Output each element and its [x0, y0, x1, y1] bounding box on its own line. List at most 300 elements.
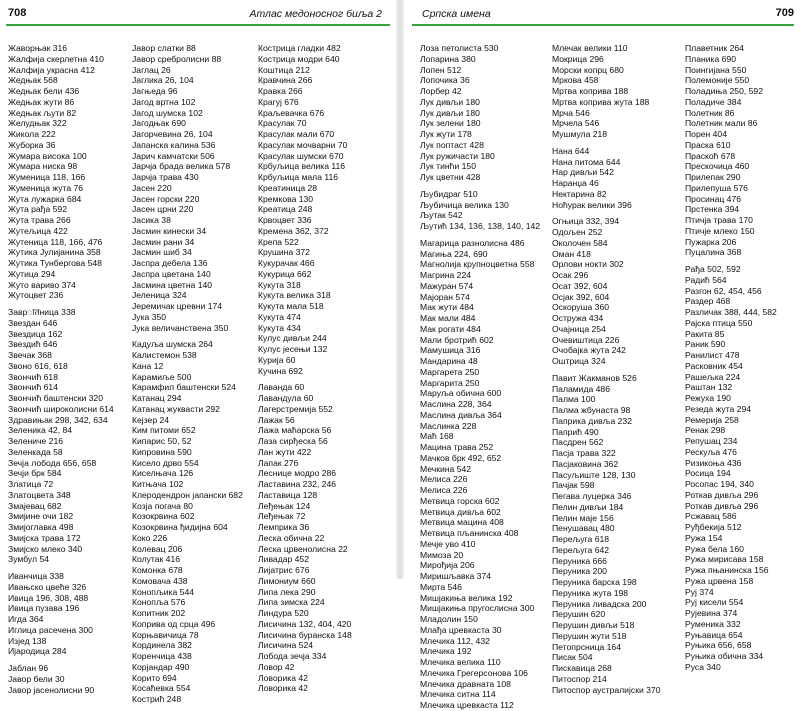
index-entry: Лимониум 660: [258, 575, 316, 586]
index-entry: Јарчја брада велика 578: [132, 161, 231, 172]
index-entry: Змијска трава 172: [8, 532, 81, 543]
index-entry: Змијско млеко 340: [8, 543, 83, 554]
index-entry: Нар дивљи 542: [552, 167, 614, 178]
index-column-4: [420, 43, 540, 711]
index-entry: Млечак велики 110: [552, 43, 628, 53]
index-entry: Звончић 614: [8, 382, 58, 393]
index-entry: Јаспра цветана 140: [132, 268, 211, 279]
index-entry: Кострица модри 640: [258, 53, 340, 64]
index-entry: Зелениче 216: [8, 436, 64, 446]
index-entry: Магарица разнолисна 486: [420, 237, 525, 248]
index-entry: Калистемон 538: [132, 350, 197, 360]
index-column-2: [132, 43, 243, 705]
index-entry: Руј 374: [685, 586, 714, 597]
index-entry: Лук зелени 180: [420, 118, 481, 129]
index-entry: Ловор 42: [258, 661, 295, 672]
index-entry: Просинац 476: [685, 193, 742, 204]
index-entry: Прилепуша 576: [685, 182, 748, 193]
index-entry: Лаза сирђеска 56: [258, 436, 328, 446]
index-entry: Репушац 234: [685, 436, 738, 446]
index-entry: Коприва од срца 496: [132, 618, 216, 629]
index-entry: Лорбер 42: [420, 86, 462, 96]
index-entry: Леђењак 72: [258, 511, 306, 522]
index-entry: Оман 418: [552, 248, 591, 259]
index-entry: Павит Жакманов 526: [552, 372, 637, 383]
index-entry: Лисичина 132, 404, 420: [258, 618, 352, 629]
index-entry: Руњика 656, 658: [685, 640, 752, 651]
index-entry: Млечика цревкаста 112: [420, 700, 514, 710]
index-entry: Остружа 434: [552, 313, 604, 323]
index-entry: Лук ружичасти 180: [420, 150, 495, 161]
index-entry: Ризикоња 436: [685, 457, 742, 468]
index-entry: Порен 404: [685, 129, 727, 139]
index-entry: Лисичина буранска 148: [258, 629, 352, 640]
index-entry: Росица 194: [685, 468, 731, 479]
index-entry: Крагуј 676: [258, 96, 299, 107]
index-entry: Режуха 190: [685, 393, 731, 403]
index-entry: Катанац 294: [132, 393, 182, 403]
index-entry: Коко 226: [132, 532, 168, 543]
index-entry: Љутић 134, 136, 138, 140, 142: [420, 221, 541, 231]
index-entry: Млечика дравната 108: [420, 678, 511, 689]
index-entry: Метвица мацина 408: [420, 517, 504, 528]
index-entry: Јагодњак 690: [132, 118, 186, 129]
index-entry: Питоспор 214: [552, 673, 607, 684]
index-entry: Корњавичица 78: [132, 629, 199, 640]
index-column-5: [552, 43, 660, 695]
index-entry: Пасјаковина 362: [552, 458, 619, 469]
index-entry: Млечика ситна 114: [420, 689, 496, 700]
index-entry: Руса 340: [685, 661, 721, 672]
index-entry: Кејзер 24: [132, 414, 170, 425]
index-entry: Метвица пљанинска 408: [420, 528, 519, 538]
index-entry: Лапак 276: [258, 457, 299, 468]
index-entry: Звончић широколисни 614: [8, 403, 114, 414]
index-entry: Писак 504: [552, 652, 593, 663]
index-entry: Желудњак 322: [8, 118, 67, 129]
index-entry: Одољен 252: [552, 227, 603, 237]
index-entry: Јасен црни 220: [132, 204, 194, 215]
index-entry: Јавор сребролисни 88: [132, 53, 222, 64]
index-entry: Руменика 332: [685, 618, 741, 629]
index-entry: Паприка дивља 232: [552, 415, 632, 426]
index-entry: Жумара висока 100: [8, 150, 87, 161]
index-entry: Иванчица 338: [8, 571, 64, 581]
index-entry: Кулус дивљи 244: [258, 333, 327, 344]
index-entry: Иглица расечена 300: [8, 624, 93, 635]
index-entry: Кана 12: [132, 360, 164, 371]
index-entry: Мртва коприва жута 188: [552, 96, 650, 107]
index-entry: Звездић 646: [8, 339, 58, 350]
index-entry: Јаблан 96: [8, 663, 49, 673]
index-entry: Лажа маћарска 56: [258, 425, 332, 436]
index-entry: Мак мали 484: [420, 313, 476, 323]
index-entry: Изјед 138: [8, 635, 47, 646]
index-entry: Крбуљица велика 116: [258, 161, 346, 172]
index-entry: Коренчица 438: [132, 651, 192, 661]
index-entry: Осак 296: [552, 270, 589, 280]
index-entry: Птичја трава 170: [685, 215, 753, 225]
index-entry: Клеродендрон јапански 682: [132, 489, 243, 500]
index-entry: Звончић баштенски 320: [8, 393, 103, 403]
index-entry: Лијатрис 676: [258, 565, 310, 575]
index-entry: Жуменица жута 76: [8, 182, 84, 193]
index-entry: Радић 564: [685, 274, 727, 285]
index-entry: Пасдрен 562: [552, 437, 604, 448]
index-entry: Ијародица 284: [8, 646, 67, 657]
index-entry: Мрча 546: [552, 107, 590, 118]
index-entry: Мишјакиња пругослисна 300: [420, 603, 535, 614]
index-entry: Маргарита 250: [420, 377, 480, 388]
index-entry: Мрчела 546: [552, 118, 600, 129]
index-entry: Јеленица 324: [132, 290, 187, 301]
index-entry: Лагерстремија 552: [258, 403, 333, 414]
index-entry: Звечак 368: [8, 350, 52, 360]
index-column-1: [8, 43, 114, 695]
index-entry: Лан жути 422: [258, 446, 312, 457]
left-page-number: 708: [8, 7, 27, 19]
index-entry: Питоспор аустралијски 370: [552, 684, 661, 695]
index-entry: Красулак мали 670: [258, 129, 335, 139]
index-entry: Линдура 520: [258, 608, 309, 618]
index-entry: Рашељка 224: [685, 371, 741, 382]
index-entry: Комовача 438: [132, 575, 188, 586]
index-entry: Лук поптаст 428: [420, 139, 484, 150]
index-entry: Лемприка 36: [258, 522, 310, 532]
index-entry: Жедњак жути 86: [8, 96, 75, 107]
index-entry: Јеремичак цревни 174: [132, 301, 223, 311]
index-entry: Лук цветни 428: [420, 172, 481, 182]
index-entry: Колутак 416: [132, 554, 181, 565]
index-entry: Љубичица велика 130: [420, 199, 509, 210]
index-entry: Жуто вариво 374: [8, 279, 76, 290]
index-entry: Јасмин шиб 34: [132, 247, 192, 258]
index-entry: Перуника 666: [552, 555, 607, 566]
index-entry: Очајница 254: [552, 323, 606, 334]
index-entry: Лоза петолиста 530: [420, 43, 499, 53]
index-entry: Очобајка жута 242: [552, 345, 626, 356]
index-entry: Осат 392, 604: [552, 280, 608, 291]
index-entry: Кадуља шумска 264: [132, 339, 213, 350]
index-entry: Звездан 646: [8, 317, 58, 328]
index-entry: Роткав дивља 296: [685, 489, 759, 500]
index-entry: Леска обична 22: [258, 532, 325, 543]
index-entry: Кулус јесењи 132: [258, 344, 328, 354]
index-entry: Ружа пњанинска 156: [685, 565, 769, 575]
index-entry: Прескочица 460: [685, 161, 750, 172]
index-entry: Мечје уво 410: [420, 538, 476, 549]
index-entry: Љубидраг 510: [420, 188, 478, 199]
index-entry: Ракита 85: [685, 328, 725, 339]
index-entry: Рујевина 374: [685, 608, 738, 618]
index-entry: Папрић 490: [552, 426, 599, 437]
index-entry: Коштица 212: [258, 64, 310, 75]
index-entry: Рајска птица 550: [685, 317, 753, 328]
index-entry: Паламида 486: [552, 383, 610, 394]
index-entry: Жута рађа 592: [8, 204, 67, 215]
index-entry: Комонка 678: [132, 565, 183, 575]
index-entry: Мртва коприва 188: [552, 86, 629, 96]
index-entry: Млађа цревкаста 30: [420, 624, 502, 635]
index-entry: Наранџа 46: [552, 178, 599, 188]
index-entry: Зеленкада 58: [8, 446, 63, 457]
index-entry: Перуника жута 198: [552, 587, 629, 598]
index-entry: Оштрица 324: [552, 356, 606, 366]
index-entry: Мак жути 484: [420, 302, 474, 313]
index-entry: Мандарина 48: [420, 356, 478, 366]
index-entry: Лук дивљи 180: [420, 107, 480, 118]
index-entry: Жикола 222: [8, 129, 56, 139]
index-entry: Жедњак бели 436: [8, 86, 80, 96]
index-entry: Мирођија 206: [420, 560, 475, 571]
index-entry: Нана питома 644: [552, 156, 621, 167]
index-entry: Мали бротрић 602: [420, 334, 494, 345]
index-entry: Карамфил баштенски 524: [132, 382, 236, 393]
index-entry: Ремерија 258: [685, 414, 739, 425]
index-entry: Мелиса 226: [420, 474, 468, 485]
index-entry: Конопља 576: [132, 597, 186, 608]
index-entry: Игда 364: [8, 614, 44, 624]
index-entry: Јавор бели 30: [8, 673, 65, 684]
index-entry: Ким питоми 652: [132, 425, 196, 436]
index-entry: Карамиље 500: [132, 371, 192, 382]
index-entry: Палма жбунаста 98: [552, 405, 631, 415]
index-entry: Жутеница 118, 166, 476: [8, 236, 103, 247]
index-entry: Оскоруша 360: [552, 302, 609, 313]
index-entry: Лопарина 380: [420, 53, 476, 64]
index-entry: Ноћурак велики 396: [552, 199, 632, 210]
index-entry: Јагорчевина 26, 104: [132, 129, 213, 139]
index-entry: Жедњак љути 82: [8, 107, 77, 118]
index-entry: Метвица горска 602: [420, 495, 500, 506]
index-entry: Козокрвина 602: [132, 511, 195, 522]
index-entry: Крвоцвет 336: [258, 215, 312, 225]
index-entry: Мајоран 574: [420, 291, 470, 302]
index-entry: Жутика Тунбергова 548: [8, 258, 102, 268]
index-entry: Мокрица 296: [552, 53, 604, 64]
index-entry: Полемоније 550: [685, 75, 750, 86]
index-entry: Руђбекија 512: [685, 522, 742, 532]
index-entry: Киселњача 126: [132, 468, 194, 479]
index-entry: Красулак 70: [258, 118, 307, 129]
index-entry: Креатиница 28: [258, 182, 318, 193]
index-entry: Роткав дивља 296: [685, 500, 759, 511]
index-entry: Зеленика 42, 84: [8, 425, 73, 436]
index-entry: Огњица 332, 394: [552, 216, 620, 227]
index-entry: Змајевац 682: [8, 500, 62, 511]
index-entry: Китњача 102: [132, 479, 184, 489]
index-entry: Жалфија украсна 412: [8, 64, 95, 75]
index-entry: Лопен 512: [420, 64, 462, 75]
index-entry: Креатица 248: [258, 204, 313, 215]
index-entry: Кукута 318: [258, 279, 301, 290]
index-entry: Лук дивљи 180: [420, 96, 480, 107]
index-entry: Јагод шумска 102: [132, 107, 203, 118]
index-entry: Перуника 200: [552, 566, 607, 577]
index-entry: Леснице модро 286: [258, 468, 337, 479]
index-entry: Кукута мала 518: [258, 301, 324, 311]
index-entry: Маћ 168: [420, 431, 454, 442]
index-entry: Ивица пузава 196: [8, 603, 80, 614]
left-header-rule: [6, 24, 390, 26]
index-entry: Птичје млеко 150: [685, 225, 755, 236]
index-entry: Маслинка 228: [420, 420, 477, 431]
index-entry: Руњика обична 334: [685, 651, 764, 661]
index-entry: Перушин 620: [552, 609, 606, 620]
index-entry: Очевиштица 226: [552, 334, 620, 345]
index-entry: Жалфија скерлетна 410: [8, 53, 104, 64]
index-entry: Кукута велика 318: [258, 290, 331, 301]
index-entry: Миришљавка 374: [420, 571, 492, 581]
index-entry: Кукурачак 466: [258, 258, 315, 268]
index-entry: Мацина трава 252: [420, 442, 494, 452]
left-running-head: Атлас медоносног биља 2: [249, 8, 382, 20]
index-entry: Ружа 154: [685, 532, 723, 543]
index-entry: Змијине очи 182: [8, 511, 74, 522]
index-entry: Разгон 62, 454, 456: [685, 285, 762, 296]
index-entry: Мишјакиња велика 192: [420, 592, 513, 603]
index-entry: Нектарина 82: [552, 188, 607, 199]
index-entry: Кукурица 662: [258, 268, 312, 279]
index-entry: Ружа црвена 158: [685, 575, 754, 586]
index-entry: Мелиса 226: [420, 485, 468, 495]
index-entry: Ластавина 232, 246: [258, 479, 337, 489]
index-entry: Руњавица 654: [685, 629, 743, 640]
index-entry: Осјак 392, 604: [552, 291, 610, 302]
index-entry: Рескуља 476: [685, 446, 737, 457]
index-entry: Ивица 196, 308, 488: [8, 592, 89, 603]
index-entry: Магнолија крупноцветна 558: [420, 259, 535, 270]
index-entry: Јагод вртна 102: [132, 96, 196, 107]
index-entry: Змијоглавка 498: [8, 522, 74, 532]
index-entry: Ранилист 478: [685, 350, 740, 360]
index-entry: Заврातница 338: [8, 307, 76, 317]
index-entry: Јасмина цветна 140: [132, 279, 213, 290]
index-entry: Конопљика 544: [132, 586, 195, 597]
index-entry: Магрина 224: [420, 270, 472, 280]
index-entry: Јасен горски 220: [132, 193, 200, 204]
index-entry: Пискавица 268: [552, 663, 612, 673]
index-entry: Јасмин кинески 34: [132, 225, 207, 236]
index-entry: Јука 350: [132, 311, 167, 322]
index-entry: Расковник 454: [685, 360, 743, 371]
index-entry: Праска 610: [685, 139, 731, 150]
index-entry: Јасмин рани 34: [132, 236, 195, 247]
index-entry: Кравка 266: [258, 86, 303, 96]
index-entry: Раник 590: [685, 339, 726, 350]
index-entry: Млечика 192: [420, 646, 472, 657]
index-entry: Мимоза 20: [420, 549, 464, 560]
index-entry: Леска црвенолисна 22: [258, 543, 348, 554]
index-entry: Млечика 112, 432: [420, 635, 490, 646]
index-entry: Перељуга 618: [552, 534, 610, 544]
index-entry: Жаворњак 316: [8, 43, 68, 53]
index-entry: Златица 72: [8, 479, 54, 489]
index-entry: Морски копрц 680: [552, 64, 624, 75]
index-entry: Плаветник 264: [685, 43, 744, 53]
index-entry: Мачков брк 492, 652: [420, 452, 502, 463]
index-entry: Праскоћ 678: [685, 150, 736, 161]
index-entry: Пелин маје 156: [552, 512, 614, 523]
index-entry: Јука величанствена 350: [132, 322, 229, 333]
index-entry: Жутица 294: [8, 268, 56, 279]
index-entry: Ловорика 42: [258, 672, 308, 683]
index-entry: Мркова 458: [552, 75, 599, 86]
index-entry: Перушин дивљи 518: [552, 620, 635, 630]
index-entry: Маргарета 250: [420, 366, 480, 377]
index-entry: Поладиче 384: [685, 96, 742, 107]
index-entry: Младолин 150: [420, 614, 478, 624]
index-entry: Крбуљица мала 116: [258, 172, 339, 182]
index-entry: Жумара ниска 98: [8, 161, 78, 172]
index-entry: Перуника барска 198: [552, 577, 637, 587]
index-entry: Кравчина 266: [258, 75, 313, 86]
index-entry: Маруља обична 600: [420, 388, 502, 399]
index-entry: Околочен 584: [552, 237, 608, 248]
index-entry: Јарчја трава 430: [132, 172, 199, 182]
index-entry: Кострица гладки 482: [258, 43, 341, 53]
index-entry: Колевац 206: [132, 543, 183, 554]
index-entry: Корито 694: [132, 672, 177, 683]
index-entry: Рађа 502, 592: [685, 264, 741, 274]
index-entry: Кострић 248: [132, 694, 182, 704]
index-entry: Кисело дрво 554: [132, 457, 199, 468]
index-entry: Млечика велика 110: [420, 657, 501, 667]
index-entry: Жуменица 118, 166: [8, 172, 86, 182]
index-entry: Пуцалина 368: [685, 247, 742, 258]
index-entry: Лук жути 178: [420, 129, 472, 139]
index-entry: Лук тинћи 150: [420, 161, 476, 172]
index-entry: Перељуга 642: [552, 544, 610, 555]
index-entry: Млечика Грегерсонова 106: [420, 667, 528, 678]
index-entry: Поладиња 250, 592: [685, 86, 763, 96]
index-entry: Ружа мирисава 158: [685, 554, 764, 565]
index-entry: Јагњеда 96: [132, 86, 178, 96]
index-entry: Косаћевка 554: [132, 683, 191, 694]
index-entry: Јаспра дебела 136: [132, 258, 208, 268]
index-entry: Поингијана 550: [685, 64, 747, 75]
index-entry: Јавор слатки 88: [132, 43, 196, 53]
index-entry: Зечји брк 584: [8, 468, 62, 479]
index-entry: Здравињак 298, 342, 634: [8, 414, 108, 425]
index-entry: Маслина дивља 364: [420, 409, 502, 420]
index-entry: Различак 388, 444, 582: [685, 307, 777, 317]
index-entry: Орлови нокти 302: [552, 259, 624, 270]
index-entry: Мечкина 542: [420, 463, 472, 474]
index-entry: Липа зимска 224: [258, 597, 325, 608]
index-entry: Красулак мочварни 70: [258, 139, 348, 150]
index-entry: Петопрсница 164: [552, 641, 621, 652]
index-entry: Метвица дивља 602: [420, 506, 501, 517]
index-entry: Лаванда 60: [258, 382, 305, 393]
index-entry: Пасја трава 322: [552, 448, 616, 458]
right-page-number: 709: [775, 7, 794, 19]
index-entry: Лисичина 524: [258, 640, 314, 651]
index-entry: Палма 100: [552, 394, 596, 405]
index-entry: Полетник мали 86: [685, 118, 758, 129]
index-entry: Жута трава 266: [8, 215, 71, 225]
index-entry: Мак рогати 484: [420, 323, 481, 334]
index-entry: Мамушица 316: [420, 345, 481, 356]
index-entry: Жутоцвет 236: [8, 290, 64, 301]
index-entry: Ластавица 128: [258, 489, 318, 500]
index-entry: Кукута 474: [258, 311, 301, 322]
index-entry: Кукута 434: [258, 322, 301, 333]
index-entry: Кремена 362, 372: [258, 225, 329, 236]
index-entry: Руј кисели 554: [685, 597, 744, 608]
index-entry: Росопас 194, 340: [685, 479, 754, 489]
index-entry: Лобода зечја 334: [258, 651, 327, 661]
